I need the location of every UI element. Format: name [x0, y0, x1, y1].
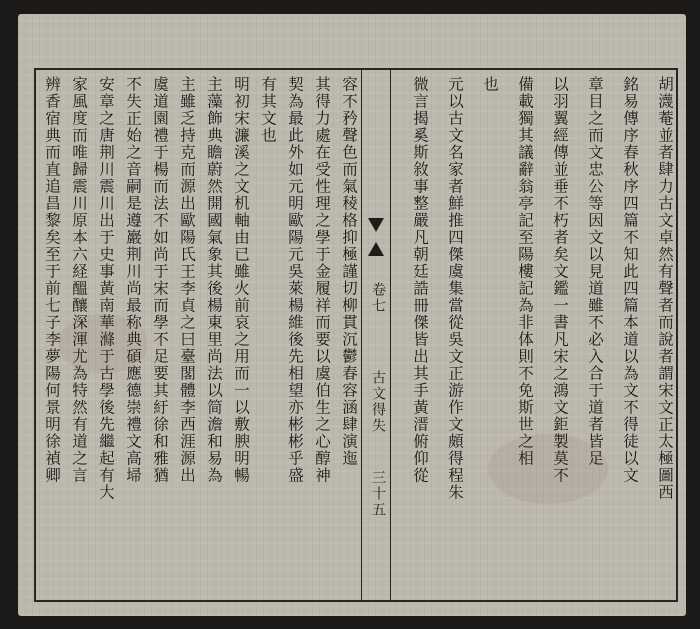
- right-half-page: [391, 70, 676, 600]
- text-column: 契為最此外如元明歐陽元吳萊楊維後先相望亦彬彬乎盛: [286, 76, 304, 484]
- text-column: 備載獨其議辭翁亭記至陽樓記為非体則不免斯世之相: [516, 76, 534, 467]
- text-column: 容不矜聲色而氣稜格抑極謹切柳貫沉鬱春容涵肆演迤: [340, 76, 358, 467]
- book-title: 古文得失: [370, 370, 386, 434]
- text-column: 以羽翼經傳並垂不朽者矣文鑑一書凡宋之鴻文鉅製莫不: [551, 76, 569, 484]
- left-half-page: [36, 70, 361, 600]
- text-column: 不失正始之音嗣是遵巖荆川尚最称典碩應德崇禮文高埽: [124, 76, 142, 484]
- text-column: 家風度而唯歸震川原本六経醞釀深渾尤為特然有道之言: [70, 76, 88, 484]
- text-column: 安章之唐荆川震川出于史事黃南華滌于古學後先繼起有大: [97, 76, 115, 501]
- text-column: 主雖乏持克而源出歐陽氏王李貞之曰臺閣體李西涯源出: [178, 76, 196, 484]
- text-column: 微言揭奚斯敘事整嚴凡朝廷誥冊傑皆出其手黃溍俯仰從: [411, 76, 429, 484]
- text-column: 辨香宿典而直追昌黎矣至于前七子李夢陽何景明徐禎卿: [43, 76, 61, 484]
- text-frame: [34, 68, 678, 602]
- text-column: 主藻飾典瞻蔚然開國氣象其後楊東里尚法以简澹和易為: [205, 76, 223, 484]
- text-column: 虞道園禮于楊而法不如尚于宋而學不足要其紆徐和雅猶: [151, 76, 169, 484]
- book-page: [18, 14, 686, 616]
- text-column: 章目之而文忠公等因文以見道雖不必入合于道者皆足: [586, 76, 604, 467]
- fishtail-mark-icon: [368, 242, 384, 256]
- text-column: 明初宋濂溪之文机軸由已雖火前哀之用而一以敷腴明暢: [232, 76, 250, 484]
- center-fold-column: [361, 70, 391, 600]
- text-column: 胡瀎菴並者肆力古文卓然有聲者而說者謂宋文正太極圖西: [656, 76, 674, 501]
- text-column: 有其文也: [259, 76, 277, 144]
- text-column: 其得力處在受性理之學于金履祥而要以虞伯生之心醇神: [313, 76, 331, 484]
- volume-label: 卷七: [370, 282, 386, 314]
- page-number: 三十五: [370, 470, 386, 518]
- text-column: 元以古文名家者鮮推四傑虞集當從吳文正游作文頗得程朱: [446, 76, 464, 501]
- text-column: 也: [481, 76, 499, 93]
- fishtail-mark-icon: [368, 218, 384, 232]
- text-column: 銘易傳序春秋序四篇不知此四篇本道以為文不得徒以文: [621, 76, 639, 484]
